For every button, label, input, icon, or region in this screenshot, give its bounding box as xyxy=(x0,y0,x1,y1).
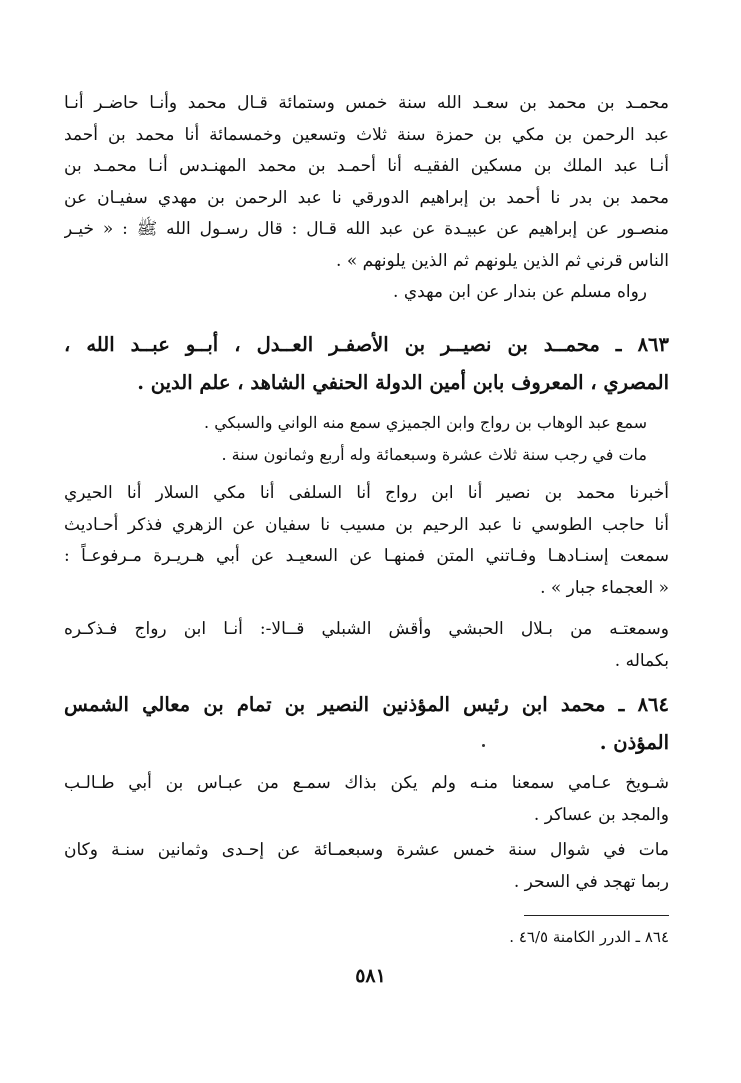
text-line: أنـا عبد الملك بن مسكين الفقيـه أنا أحمـد بن محمد المهنـدس أنـا محمـد بن xyxy=(64,156,669,176)
riwaya-line: رواه مسلم عن بندار عن ابن مهدي . xyxy=(393,282,647,302)
scan-speck xyxy=(482,744,485,747)
page-number: ٥٨١ xyxy=(355,965,386,987)
entry-863-sama xyxy=(64,614,669,677)
title-line: المؤذن . xyxy=(599,731,669,754)
text-line: والمجد بن عساكر . xyxy=(533,804,669,825)
entry-863-hadith xyxy=(64,478,669,604)
entry-864-info xyxy=(64,768,669,831)
footnote: ٨٦٤ ـ الدرر الكامنة ٤٦/٥ . xyxy=(509,928,669,946)
text-line: منصـور عن إبراهيم عن عبيـدة عن عبد الله قـال : قال رسـول الله ﷺ : « خيـر xyxy=(64,219,669,239)
title-line: ٨٦٤ ـ محمد ابن رئيس المؤذنين النصير بن تمام بن معالي الشمس xyxy=(64,693,669,716)
text-line: شـويخ عـامي سمعنا منـه ولم يكن بذاك سمـع من عبـاس بن أبي طـالـب xyxy=(64,773,669,793)
text-line: أنا حاجب الطوسي نا عبد الرحيم بن مسيب نا سفيان عن الزهري فذكر أحـاديث xyxy=(64,514,669,535)
text-line: الناس قرني ثم الذين يلونهم ثم الذين يلونهم » . xyxy=(336,250,669,271)
text-line: ربما تهجد في السحر . xyxy=(513,871,669,892)
text-line: مات في رجب سنة ثلاث عشرة وسبعمائة وله أربع وثمانون سنة . xyxy=(221,444,647,464)
text-line: محمـد بن محمد بن سعـد الله سنة خمس وستمائة قـال محمد وأنـا حاضـر أنـا xyxy=(64,93,669,113)
text-line: مات في شوال سنة خمس عشرة وسبعمـائة عن إحـدى وثمانين سنـة وكان xyxy=(64,840,669,860)
text-line: بكماله . xyxy=(614,650,669,671)
entry-864-title xyxy=(64,686,669,762)
title-line: ٨٦٣ ـ محمــد بن نصيــر بن الأصفـر العــدل ، أبــو عبــد الله ، xyxy=(64,333,669,356)
text-line: عبد الرحمن بن مكي بن حمزة سنة ثلاث وتسعين وخمسمائة أنا محمد بن أحمد xyxy=(64,124,669,145)
text-line: محمد بن بدر نا أحمد بن إبراهيم الدورقي نا عبد الرحمن بن مهدي سفيـان عن xyxy=(64,187,669,208)
title-line: المصري ، المعروف بابن أمين الدولة الحنفي الشاهد ، علم الدين . xyxy=(137,371,669,394)
text-line: سمع عبد الوهاب بن رواج وابن الجميزي سمع منه الواني والسبكي . xyxy=(204,413,647,432)
hadith-paragraph xyxy=(64,88,669,309)
entry-863-info xyxy=(64,407,669,470)
text-line: وسمعتـه من بـلال الحبشي وأقش الشبلي قــالا-: أنـا ابن رواج فـذكـره xyxy=(64,619,669,639)
footnote-rule xyxy=(524,915,669,916)
entry-864-death xyxy=(64,835,669,898)
text-line: سمعت إسنـادهـا وفـاتني المتن فمنهـا عن السعيـد عن أبي هـريـرة مـرفوعـاً : xyxy=(64,546,669,566)
entry-863-title xyxy=(64,326,669,402)
text-line: « العجماء جبار » . xyxy=(540,577,669,598)
text-line: أخبرنا محمد بن نصير أنا ابن رواج أنا السلفى أنا مكي السلار أنا الحيري xyxy=(64,483,669,503)
